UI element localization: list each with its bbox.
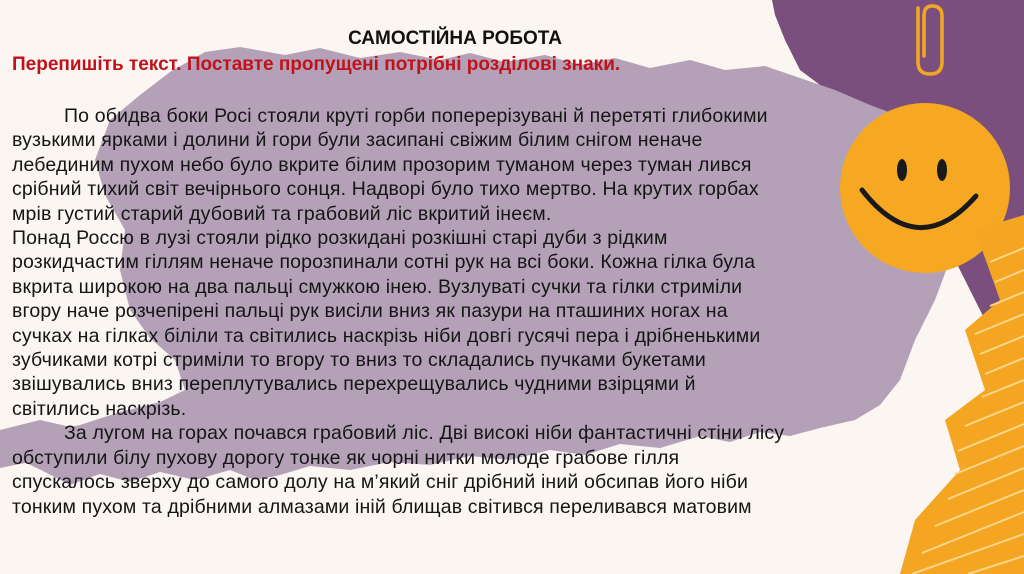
text-line: вгору наче розчепірені пальці рук висіли вниз як пазури на пташиних ногах на — [12, 300, 728, 323]
text-line: срібний тихий світ вечірнього сонця. Надворі було тихо мертво. На крутих горбах — [12, 178, 759, 201]
text-line: спускалось зверху до самого долу на м’який сніг дрібний іний обсипав його ніби — [12, 471, 749, 494]
text-line: вкрита широкою на два пальці смужкою інею. Вузлуваті сучки та гілки стриміли — [12, 275, 743, 298]
text-line: Понад Россю в лузі стояли рідко розкидані розкішні старі дуби з рідким — [12, 227, 668, 250]
text-line: вузькими ярками і долини й гори були засипані свіжим білим снігом неначе — [12, 129, 703, 152]
text-line: мрів густий старий дубовий та грабовий ліс вкритий інеєм. — [12, 202, 552, 225]
assignment-instruction: Перепишіть текст. Поставте пропущені потрібні розділові знаки. — [12, 54, 621, 75]
text-line: звішувались вниз переплутувались перехрещувались чудними взірцями й — [12, 373, 696, 396]
page-title: САМОСТІЙНА РОБОТА — [348, 28, 562, 49]
text-line: зубчиками котрі стриміли то вгору то вниз то складались пучками букетами — [12, 349, 706, 372]
text-line: розкидчастим гіллям неначе порозпинали сотні рук на всі боки. Кожна гілка була — [12, 251, 756, 274]
text-line: По обидва боки Росі стояли круті горби поперерізувані й перетяті глибокими — [64, 105, 768, 127]
text-line: За лугом на горах почався грабовий ліс. Дві високі ніби фантастичні стіни лісу — [64, 422, 785, 445]
text-line: сучках на гілках біліли та світились наскрізь ніби довгі гусячі пера і дрібненькими — [12, 324, 761, 347]
text-line: обступили білу пухову дорогу тонке як чорні нитки молоде грабове гілля — [12, 446, 680, 469]
text-line: лебединим пухом небо було вкрите білим прозорим туманом через туман лився — [12, 153, 752, 176]
text-line: світились наскрізь. — [12, 397, 187, 420]
exercise-text — [12, 104, 892, 519]
text-line: тонким пухом та дрібними алмазами іній блищав світився переливався матовим — [12, 495, 752, 518]
